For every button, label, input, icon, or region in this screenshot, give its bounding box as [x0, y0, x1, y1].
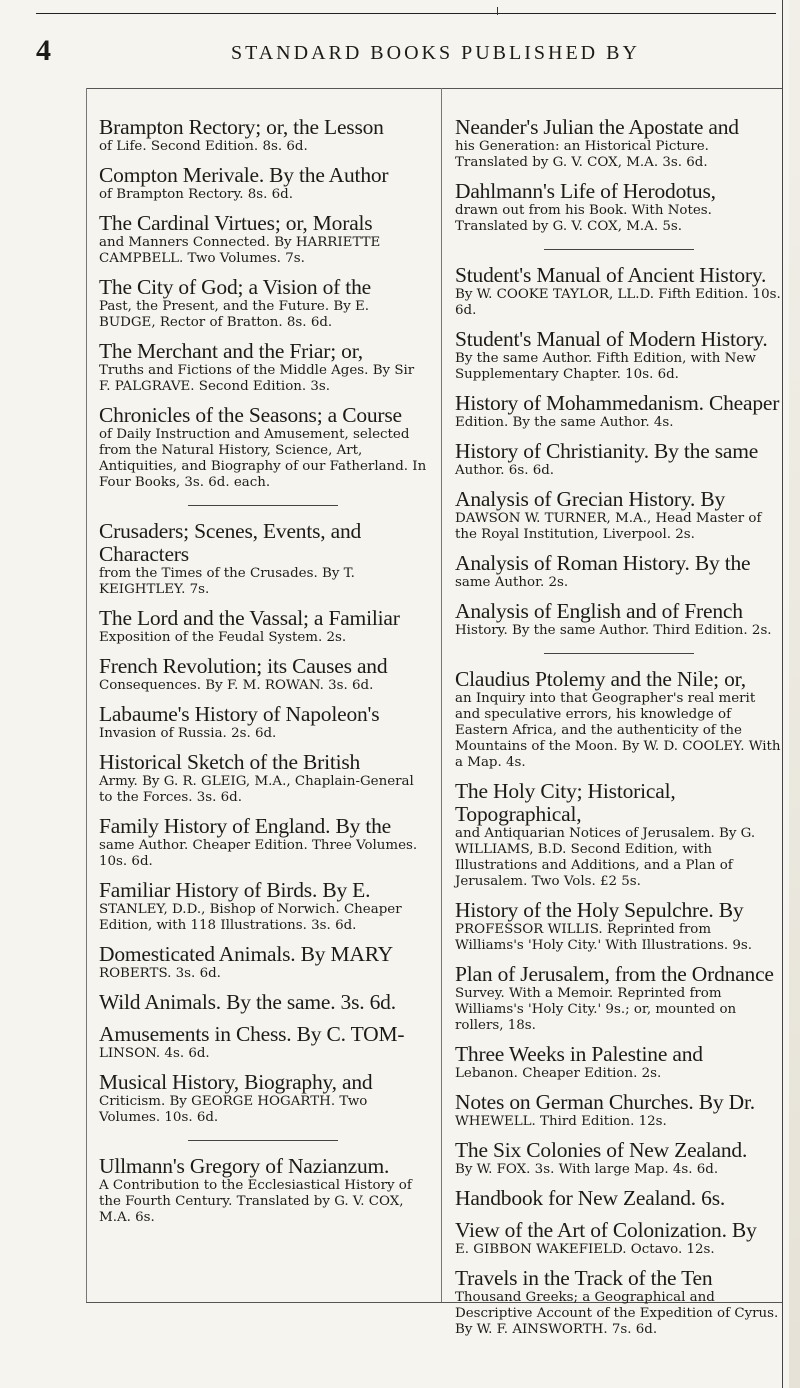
book-details: Consequences. By F. M. ROWAN. 3s. 6d.: [99, 678, 374, 693]
book-title: Brampton Rectory; or, the Lesson: [99, 115, 384, 139]
book-entry: [99, 340, 427, 395]
book-entry: [99, 751, 427, 806]
book-details: of Brampton Rectory. 8s. 6d.: [99, 187, 293, 202]
book-title: Three Weeks in Palestine and: [455, 1042, 703, 1066]
book-entry: [455, 899, 783, 954]
book-title: The Cardinal Virtues; or, Morals: [99, 211, 373, 235]
left-column: [99, 116, 427, 1235]
book-entry: [99, 116, 427, 155]
book-title: Labaume's History of Napoleon's: [99, 702, 380, 726]
book-title: View of the Art of Colonization. By: [455, 1218, 757, 1242]
book-entry: [455, 963, 783, 1034]
frame-left-rule: [86, 88, 87, 1302]
book-details: Truths and Fictions of the Middle Ages. By Sir F. PALGRAVE. Second Edition. 3s.: [99, 363, 415, 394]
book-title: Compton Merivale. By the Author: [99, 163, 389, 187]
book-entry: [99, 212, 427, 267]
book-entry: [99, 164, 427, 203]
book-details: drawn out from his Book. With Notes. Translated by G. V. COX, M.A. 5s.: [455, 203, 712, 234]
book-entry: [455, 488, 783, 543]
book-title: Analysis of Roman History. By the: [455, 551, 751, 575]
book-entry: [99, 991, 427, 1014]
book-details: A Contribution to the Ecclesiastical History of the Fourth Century. Translated by G. V. COX, M.A. 6s.: [99, 1178, 412, 1225]
book-title: The Holy City; Historical, Topographical,: [455, 779, 676, 826]
book-entry: [99, 607, 427, 646]
book-details: History. By the same Author. Third Edition. 2s.: [455, 623, 772, 638]
book-details: and Manners Connected. By HARRIETTE CAMPBELL. Two Volumes. 7s.: [99, 235, 381, 266]
book-title: Historical Sketch of the British: [99, 750, 361, 774]
book-details: Thousand Greeks; a Geographical and Descriptive Account of the Expedition of Cyrus. By W. F. AINSWORTH. 7s. 6d.: [455, 1290, 779, 1337]
book-entry: [455, 668, 783, 771]
book-title: Family History of England. By the: [99, 814, 391, 838]
book-title: Wild Animals. By the same. 3s. 6d.: [99, 990, 396, 1014]
section-separator: [544, 249, 694, 250]
book-title: Domesticated Animals. By MARY: [99, 942, 393, 966]
book-title: Dahlmann's Life of Herodotus,: [455, 179, 716, 203]
book-title: Chronicles of the Seasons; a Course: [99, 403, 402, 427]
book-details: Survey. With a Memoir. Reprinted from Williams's 'Holy City.' 9s.; or, mounted on rollers, 18s.: [455, 986, 737, 1033]
book-entry: [455, 440, 783, 479]
book-entry: [99, 655, 427, 694]
book-details: Lebanon. Cheaper Edition. 2s.: [455, 1066, 662, 1081]
book-entry: [455, 600, 783, 639]
book-title: Plan of Jerusalem, from the Ordnance: [455, 962, 774, 986]
book-details: By W. COOKE TAYLOR, LL.D. Fifth Edition. 10s. 6d.: [455, 287, 781, 318]
top-tick: [497, 7, 498, 15]
book-details: WHEWELL. Third Edition. 12s.: [455, 1114, 667, 1129]
book-title: History of the Holy Sepulchre. By: [455, 898, 744, 922]
book-details: LINSON. 4s. 6d.: [99, 1046, 210, 1061]
top-rule: [36, 13, 776, 14]
book-entry: [455, 1043, 783, 1082]
book-title: Travels in the Track of the Ten: [455, 1266, 713, 1290]
running-head: STANDARD BOOKS PUBLISHED BY: [231, 42, 640, 64]
section-separator: [188, 1140, 338, 1141]
book-title: The Lord and the Vassal; a Familiar: [99, 606, 400, 630]
section-separator: [544, 653, 694, 654]
book-entry: [455, 180, 783, 235]
book-title: Ullmann's Gregory of Nazianzum.: [99, 1154, 390, 1178]
book-title: French Revolution; its Causes and: [99, 654, 388, 678]
book-details: Army. By G. R. GLEIG, M.A., Chaplain-General to the Forces. 3s. 6d.: [99, 774, 414, 805]
book-title: Student's Manual of Ancient History.: [455, 263, 767, 287]
book-entry: [455, 1187, 783, 1210]
book-details: Criticism. By GEORGE HOGARTH. Two Volumes. 10s. 6d.: [99, 1094, 368, 1125]
section-separator: [188, 505, 338, 506]
book-entry: [455, 780, 783, 890]
book-details: DAWSON W. TURNER, M.A., Head Master of the Royal Institution, Liverpool. 2s.: [455, 511, 762, 542]
book-details: STANLEY, D.D., Bishop of Norwich. Cheaper Edition, with 118 Illustrations. 3s. 6d.: [99, 902, 402, 933]
book-details: his Generation: an Historical Picture. Translated by G. V. COX, M.A. 3s. 6d.: [455, 139, 709, 170]
book-title: Claudius Ptolemy and the Nile; or,: [455, 667, 746, 691]
book-entry: [455, 116, 783, 171]
column-divider: [441, 88, 442, 1302]
page-number: 4: [36, 34, 51, 67]
book-title: The Merchant and the Friar; or,: [99, 339, 363, 363]
book-details: By W. FOX. 3s. With large Map. 4s. 6d.: [455, 1162, 719, 1177]
book-title: The City of God; a Vision of the: [99, 275, 371, 299]
book-details: from the Times of the Crusades. By T. KEIGHTLEY. 7s.: [99, 566, 355, 597]
book-details: Exposition of the Feudal System. 2s.: [99, 630, 347, 645]
book-entry: [99, 1071, 427, 1126]
book-title: Analysis of Grecian History. By: [455, 487, 726, 511]
book-details: E. GIBBON WAKEFIELD. Octavo. 12s.: [455, 1242, 715, 1257]
book-title: Familiar History of Birds. By E.: [99, 878, 371, 902]
page-edge: [789, 0, 800, 1388]
book-title: Musical History, Biography, and: [99, 1070, 373, 1094]
book-title: Handbook for New Zealand. 6s.: [455, 1186, 726, 1210]
book-entry: [99, 703, 427, 742]
book-details: same Author. 2s.: [455, 575, 569, 590]
right-column: [455, 116, 783, 1347]
book-entry: [99, 404, 427, 491]
book-details: Invasion of Russia. 2s. 6d.: [99, 726, 277, 741]
book-details: Past, the Present, and the Future. By E. BUDGE, Rector of Bratton. 8s. 6d.: [99, 299, 370, 330]
book-details: By the same Author. Fifth Edition, with New Supplementary Chapter. 10s. 6d.: [455, 351, 756, 382]
book-details: of Life. Second Edition. 8s. 6d.: [99, 139, 308, 154]
book-title: Student's Manual of Modern History.: [455, 327, 768, 351]
book-entry: [99, 943, 427, 982]
book-title: Notes on German Churches. By Dr.: [455, 1090, 755, 1114]
frame-top-rule: [86, 88, 782, 89]
book-details: PROFESSOR WILLIS. Reprinted from Williams's 'Holy City.' With Illustrations. 9s.: [455, 922, 753, 953]
book-title: Analysis of English and of French: [455, 599, 743, 623]
book-entry: [455, 1219, 783, 1258]
book-entry: [99, 520, 427, 598]
book-details: same Author. Cheaper Edition. Three Volumes. 10s. 6d.: [99, 838, 418, 869]
book-entry: [455, 328, 783, 383]
book-entry: [455, 392, 783, 431]
book-entry: [455, 1267, 783, 1338]
book-entry: [455, 1139, 783, 1178]
book-details: an Inquiry into that Geographer's real merit and speculative errors, his knowledge of Eastern Africa, and the authenticity of the Mountains of the Moon. By W. D. COOLEY. With a Map. 4s.: [455, 691, 781, 770]
book-entry: [99, 1155, 427, 1226]
book-details: and Antiquarian Notices of Jerusalem. By G. WILLIAMS, B.D. Second Edition, with Illustrations and Additions, and a Plan of Jerusalem. Two Vols. £2 5s.: [455, 826, 756, 889]
book-entry: [99, 815, 427, 870]
book-title: History of Christianity. By the same: [455, 439, 759, 463]
book-details: Author. 6s. 6d.: [455, 463, 555, 478]
page-header: [36, 34, 776, 70]
book-entry: [99, 1023, 427, 1062]
book-entry: [99, 879, 427, 934]
book-entry: [455, 1091, 783, 1130]
book-details: ROBERTS. 3s. 6d.: [99, 966, 221, 981]
book-details: Edition. By the same Author. 4s.: [455, 415, 674, 430]
book-entry: [455, 264, 783, 319]
book-title: History of Mohammedanism. Cheaper: [455, 391, 780, 415]
book-title: Neander's Julian the Apostate and: [455, 115, 739, 139]
book-title: The Six Colonies of New Zealand.: [455, 1138, 748, 1162]
book-entry: [99, 276, 427, 331]
book-title: Crusaders; Scenes, Events, and Characters: [99, 519, 362, 566]
book-details: of Daily Instruction and Amusement, selected from the Natural History, Science, Art, Antiquities, and Biography of our Fatherland. In Four Books, 3s. 6d. each.: [99, 427, 427, 490]
book-title: Amusements in Chess. By C. TOM-: [99, 1022, 405, 1046]
book-entry: [455, 552, 783, 591]
